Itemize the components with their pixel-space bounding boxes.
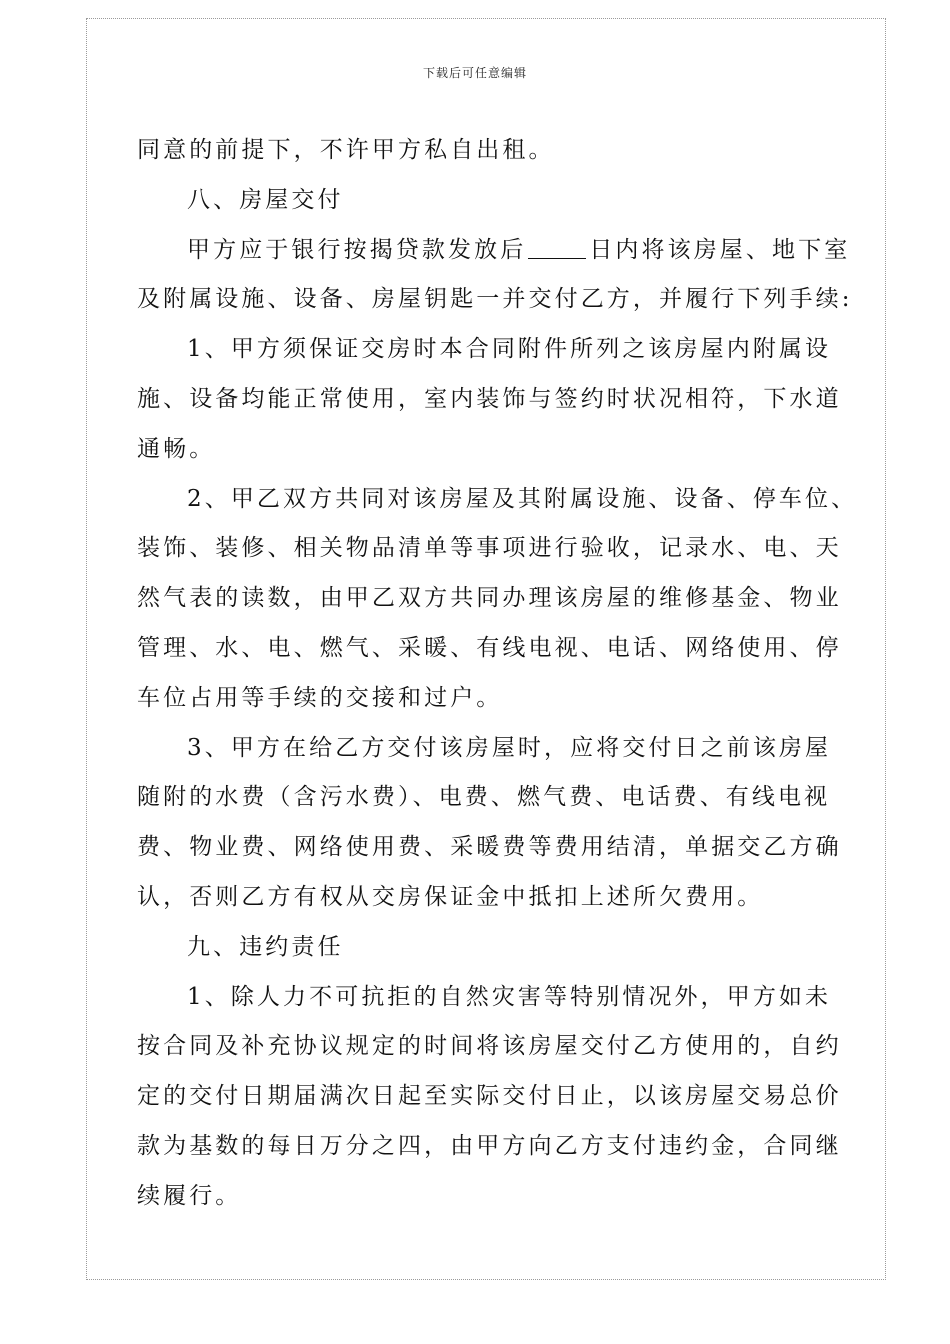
section-heading-delivery: 八、房屋交付 (187, 186, 344, 213)
text-line: 款为基数的每日万分之四，由甲方向乙方支付违约金，合同继 (137, 1132, 842, 1159)
text-line: 2、甲乙双方共同对该房屋及其附属设施、设备、停车位、 (187, 485, 858, 512)
text-line: 随附的水费（含污水费）、电费、燃气费、电话费、有线电视 (137, 784, 831, 811)
text-line: 同意的前提下，不许甲方私自出租。 (137, 137, 555, 163)
text-line: 1、除人力不可抗拒的自然灾害等特别情况外，甲方如未 (187, 983, 832, 1010)
text-line: 按合同及补充协议规定的时间将该房屋交付乙方使用的，自约 (137, 1033, 842, 1060)
text-line: 装饰、装修、相关物品清单等事项进行验收，记录水、电、天 (137, 535, 842, 562)
text-line: 施、设备均能正常使用，室内装饰与签约时状况相符，下水道 (137, 385, 842, 412)
text-line: 3、甲方在给乙方交付该房屋时，应将交付日之前该房屋 (187, 734, 832, 761)
page-header: 下载后可任意编辑 (422, 66, 527, 80)
text-line: 1、甲方须保证交房时本合同附件所列之该房屋内附属设 (187, 336, 832, 363)
text-line-with-blank (137, 226, 851, 276)
text-segment: 甲方应于银行按揭贷款发放后 (187, 236, 527, 263)
document-body (137, 126, 858, 1222)
section-heading-liability: 九、违约责任 (187, 933, 344, 960)
text-segment: 日内将该房屋、地下室 (589, 236, 851, 263)
text-line: 通畅。 (137, 435, 216, 462)
text-line: 续履行。 (137, 1182, 242, 1209)
text-line: 然气表的读数，由甲乙双方共同办理该房屋的维修基金、物业 (137, 585, 842, 612)
text-line: 费、物业费、网络使用费、采暖费等费用结清，单据交乙方确 (137, 834, 842, 861)
text-line: 管理、水、电、燃气、采暖、有线电视、电话、网络使用、停 (137, 634, 842, 661)
text-line: 定的交付日期届满次日起至实际交付日止，以该房屋交易总价 (137, 1083, 842, 1110)
text-line: 车位占用等手续的交接和过户。 (137, 684, 503, 711)
text-line: 及附属设施、设备、房屋钥匙一并交付乙方，并履行下列手续: (137, 286, 853, 313)
fill-in-blank (528, 228, 586, 259)
text-line: 认，否则乙方有权从交房保证金中抵扣上述所欠费用。 (137, 883, 764, 910)
